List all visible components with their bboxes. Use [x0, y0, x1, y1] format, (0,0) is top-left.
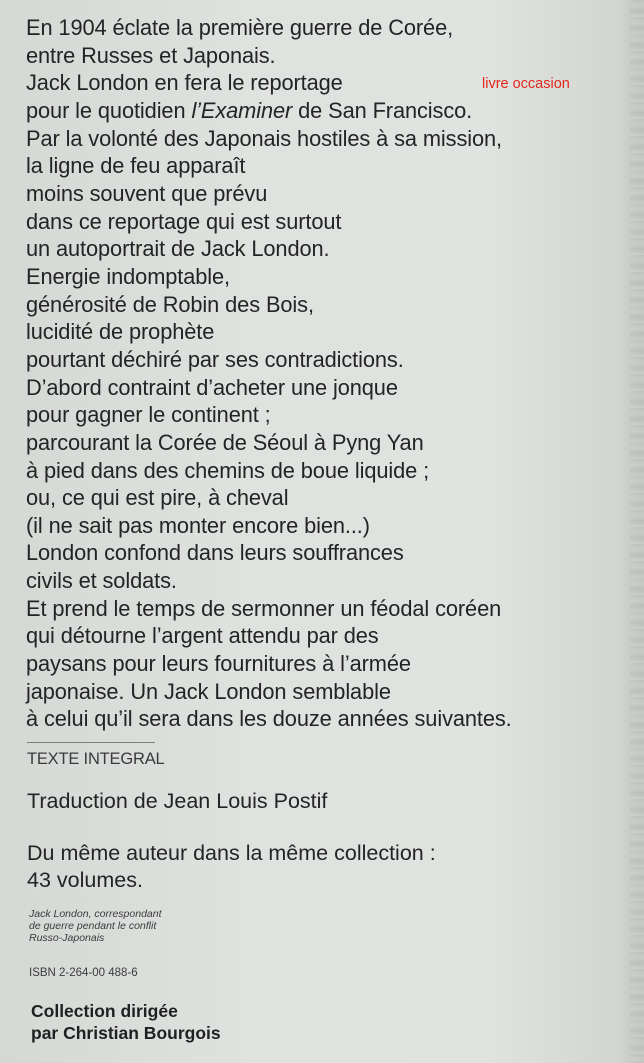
caption-line: Russo-Japonais [29, 931, 105, 944]
blurb-line: Energie indomptable, [26, 263, 230, 289]
blurb-line: En 1904 éclate la première guerre de Corée, [26, 15, 454, 40]
caption-line: Jack London, correspondant [29, 908, 162, 920]
blurb-line: qui détourne l’argent attendu par des [26, 623, 379, 649]
photo-caption [29, 909, 162, 944]
blurb-line: Et prend le temps de sermonner un féodal coréen [26, 595, 502, 621]
blurb-line: la ligne de feu apparaît [26, 153, 246, 179]
collection-line: Collection dirigée [31, 1001, 178, 1021]
blurb-line: dans ce reportage qui est surtout [26, 208, 342, 234]
blurb-line: D’abord contraint d’acheter une jonque [26, 374, 398, 400]
same-author-count: 43 volumes. [27, 868, 143, 892]
same-author-line: Du même auteur dans la même collection : [27, 841, 436, 865]
blurb-line: lucidité de prophète [26, 319, 215, 345]
blurb-line: pourtant déchiré par ses contradictions. [26, 346, 404, 372]
translation-credit: Traduction de Jean Louis Postif [27, 789, 328, 813]
caption-line: de guerre pendant le conflit [29, 919, 157, 932]
blurb-line: un autoportrait de Jack London. [26, 236, 330, 262]
divider [27, 742, 155, 743]
blurb-line: pour gagner le continent ; [26, 402, 271, 428]
blurb-line: ou, ce qui est pire, à cheval [26, 485, 289, 511]
collection-director: par Christian Bourgois [31, 1023, 221, 1043]
blurb-line: à celui qu’il sera dans les douze années suivantes. [26, 706, 512, 732]
blurb-line: Par la volonté des Japonais hostiles à sa mission, [26, 125, 503, 151]
blurb-line: japonaise. Un Jack London semblable [26, 678, 391, 704]
blurb-text [26, 14, 636, 733]
blurb-line: (il ne sait pas monter encore bien...) [26, 512, 370, 538]
newspaper-title: l’Examiner [191, 97, 293, 123]
watermark-label: livre occasion [482, 76, 570, 92]
blurb-line: parcourant la Corée de Séoul à Pyng Yan [26, 429, 424, 455]
blurb-line: paysans pour leurs fournitures à l’armée [26, 651, 411, 677]
blurb-line: à pied dans des chemins de boue liquide ; [26, 457, 430, 483]
blurb-line: London confond dans leurs souffrances [26, 540, 404, 566]
blurb-line: entre Russes et Japonais. [26, 42, 276, 68]
collection-credit [31, 1000, 221, 1044]
isbn-number: ISBN 2-264-00 488-6 [29, 967, 138, 979]
blurb-line: générosité de Robin des Bois, [26, 291, 314, 317]
blurb-line: civils et soldats. [26, 568, 177, 594]
same-author-note [27, 840, 436, 894]
blurb-line: Jack London en fera le reportage [26, 70, 343, 96]
blurb-line: pour le quotidien l’Examiner de San Francisco. [26, 97, 473, 123]
blurb-line: moins souvent que prévu [26, 180, 268, 206]
integral-label: TEXTE INTEGRAL [27, 750, 165, 768]
